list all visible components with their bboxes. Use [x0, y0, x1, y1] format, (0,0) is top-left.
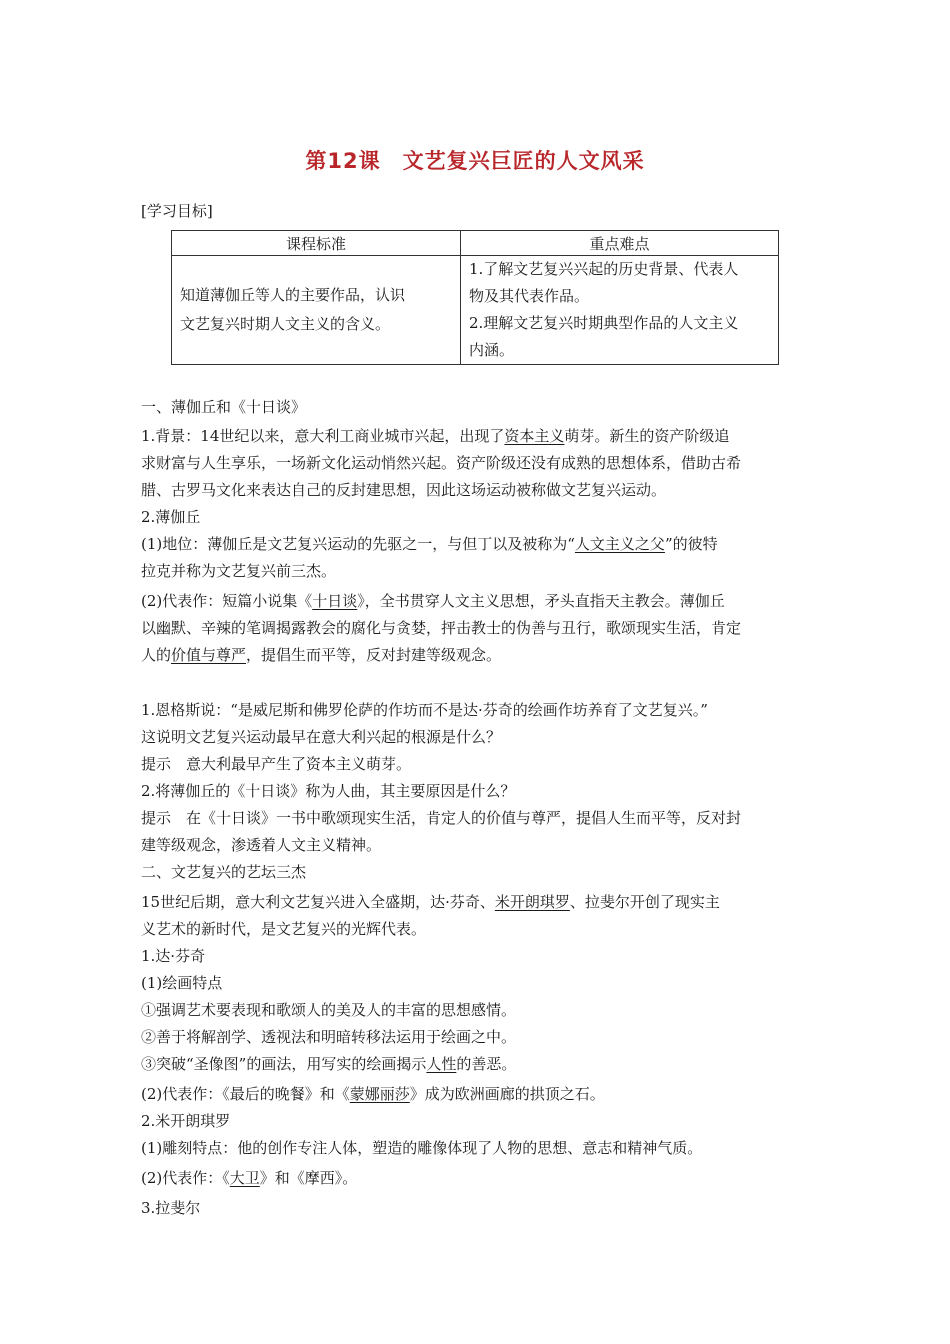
paragraph-line: ③突破“圣像图”的画法，用写实的绘画揭示人性的善恶。 — [141, 1055, 517, 1073]
paragraph-line: (1)雕刻特点：他的创作专注人体，塑造的雕像体现了人物的思想、意志和精神气质。 — [141, 1139, 703, 1157]
standard-line: 文艺复兴时期人文主义的含义。 — [180, 315, 391, 333]
underlined-term: 人性 — [426, 1055, 457, 1073]
paragraph-line: 拉克并称为文艺复兴前三杰。 — [141, 562, 337, 580]
answer-line: 提示 在《十日谈》一书中歌颂现实生活，肯定人的价值与尊严，提倡人生而平等，反对封 — [141, 809, 742, 827]
paragraph-line: (2)代表作：《大卫》和《摩西》。 — [141, 1169, 358, 1187]
paragraph-line: (1)绘画特点 — [141, 974, 223, 992]
lesson-number: 第12课 — [305, 149, 381, 173]
section-heading: 一、薄伽丘和《十日谈》 — [141, 398, 307, 416]
paragraph-line: (1)地位：薄伽丘是文艺复兴运动的先驱之一，与但丁以及被称为“人文主义之父”的彼特 — [141, 535, 718, 553]
paragraph-line: 腊、古罗马文化来表达自己的反封建思想，因此这场运动被称做文艺复兴运动。 — [141, 481, 667, 499]
underlined-term: 大卫 — [229, 1169, 260, 1187]
subheading: 1.达·芬奇 — [141, 947, 206, 965]
underlined-term: 资本主义 — [504, 427, 565, 445]
paragraph-line: 15世纪后期，意大利文艺复兴进入全盛期，达·芬奇、米开朗琪罗、拉斐尔开创了现实主 — [141, 893, 720, 911]
paragraph-line: (2)代表作：《最后的晚餐》和《蒙娜丽莎》成为欧洲画廊的拱顶之石。 — [141, 1085, 605, 1103]
section-heading: 二、文艺复兴的艺坛三杰 — [141, 863, 307, 881]
underlined-term: 米开朗琪罗 — [494, 893, 570, 911]
table-row — [172, 256, 779, 365]
underlined-term: 蒙娜丽莎 — [349, 1085, 410, 1103]
goals-label: [学习目标] — [141, 202, 213, 220]
paragraph-line: 求财富与人生享乐，一场新文化运动悄然兴起。资产阶级还没有成熟的思想体系，借助古希 — [141, 454, 742, 472]
page-title — [0, 145, 950, 175]
standard-cell — [172, 256, 461, 365]
standard-line: 知道薄伽丘等人的主要作品，认识 — [180, 286, 406, 304]
header-key-points: 重点难点 — [461, 231, 779, 256]
key-point-line: 物及其代表作品。 — [469, 287, 590, 305]
table-header-row — [172, 231, 779, 256]
answer-line: 建等级观念，渗透着人文主义精神。 — [141, 836, 382, 854]
lesson-name: 文艺复兴巨匠的人文风采 — [402, 149, 645, 173]
underlined-term: 价值与尊严 — [171, 646, 247, 664]
paragraph-line: 以幽默、辛辣的笔调揭露教会的腐化与贪婪，抨击教士的伪善与丑行，歌颂现实生活，肯定 — [141, 619, 742, 637]
key-point-line: 内涵。 — [469, 341, 515, 359]
underlined-term: 十日谈 — [312, 592, 358, 610]
question-line: 2.将薄伽丘的《十日谈》称为人曲，其主要原因是什么？ — [141, 782, 516, 800]
subheading: 2.薄伽丘 — [141, 508, 201, 526]
paragraph-line: 人的价值与尊严，提倡生而平等，反对封建等级观念。 — [141, 646, 502, 664]
paragraph-line: (2)代表作：短篇小说集《十日谈》，全书贯穿人文主义思想，矛头直指天主教会。薄伽丘 — [141, 592, 725, 610]
paragraph-line: ②善于将解剖学、透视法和明暗转移法运用于绘画之中。 — [141, 1028, 517, 1046]
subheading: 2.米开朗琪罗 — [141, 1112, 231, 1130]
subheading: 3.拉斐尔 — [141, 1199, 201, 1217]
question-line: 这说明文艺复兴运动最早在意大利兴起的根源是什么？ — [141, 728, 502, 746]
paragraph-line: 1.背景：14世纪以来，意大利工商业城市兴起，出现了资本主义萌芽。新生的资产阶级追 — [141, 427, 730, 445]
underlined-term: 人文主义之父 — [574, 535, 665, 553]
key-point-line: 1.了解文艺复兴兴起的历史背景、代表人 — [469, 260, 739, 278]
answer-line: 提示 意大利最早产生了资本主义萌芽。 — [141, 755, 412, 773]
key-point-line: 2.理解文艺复兴时期典型作品的人文主义 — [469, 314, 739, 332]
goals-table — [171, 230, 779, 365]
paragraph-line: ①强调艺术要表现和歌颂人的美及人的丰富的思想感情。 — [141, 1001, 517, 1019]
paragraph-line: 义艺术的新时代，是文艺复兴的光辉代表。 — [141, 920, 427, 938]
key-points-cell — [461, 256, 779, 365]
header-standard: 课程标准 — [172, 231, 461, 256]
question-line: 1.恩格斯说：“是威尼斯和佛罗伦萨的作坊而不是达·芬奇的绘画作坊养育了文艺复兴。” — [141, 701, 708, 719]
